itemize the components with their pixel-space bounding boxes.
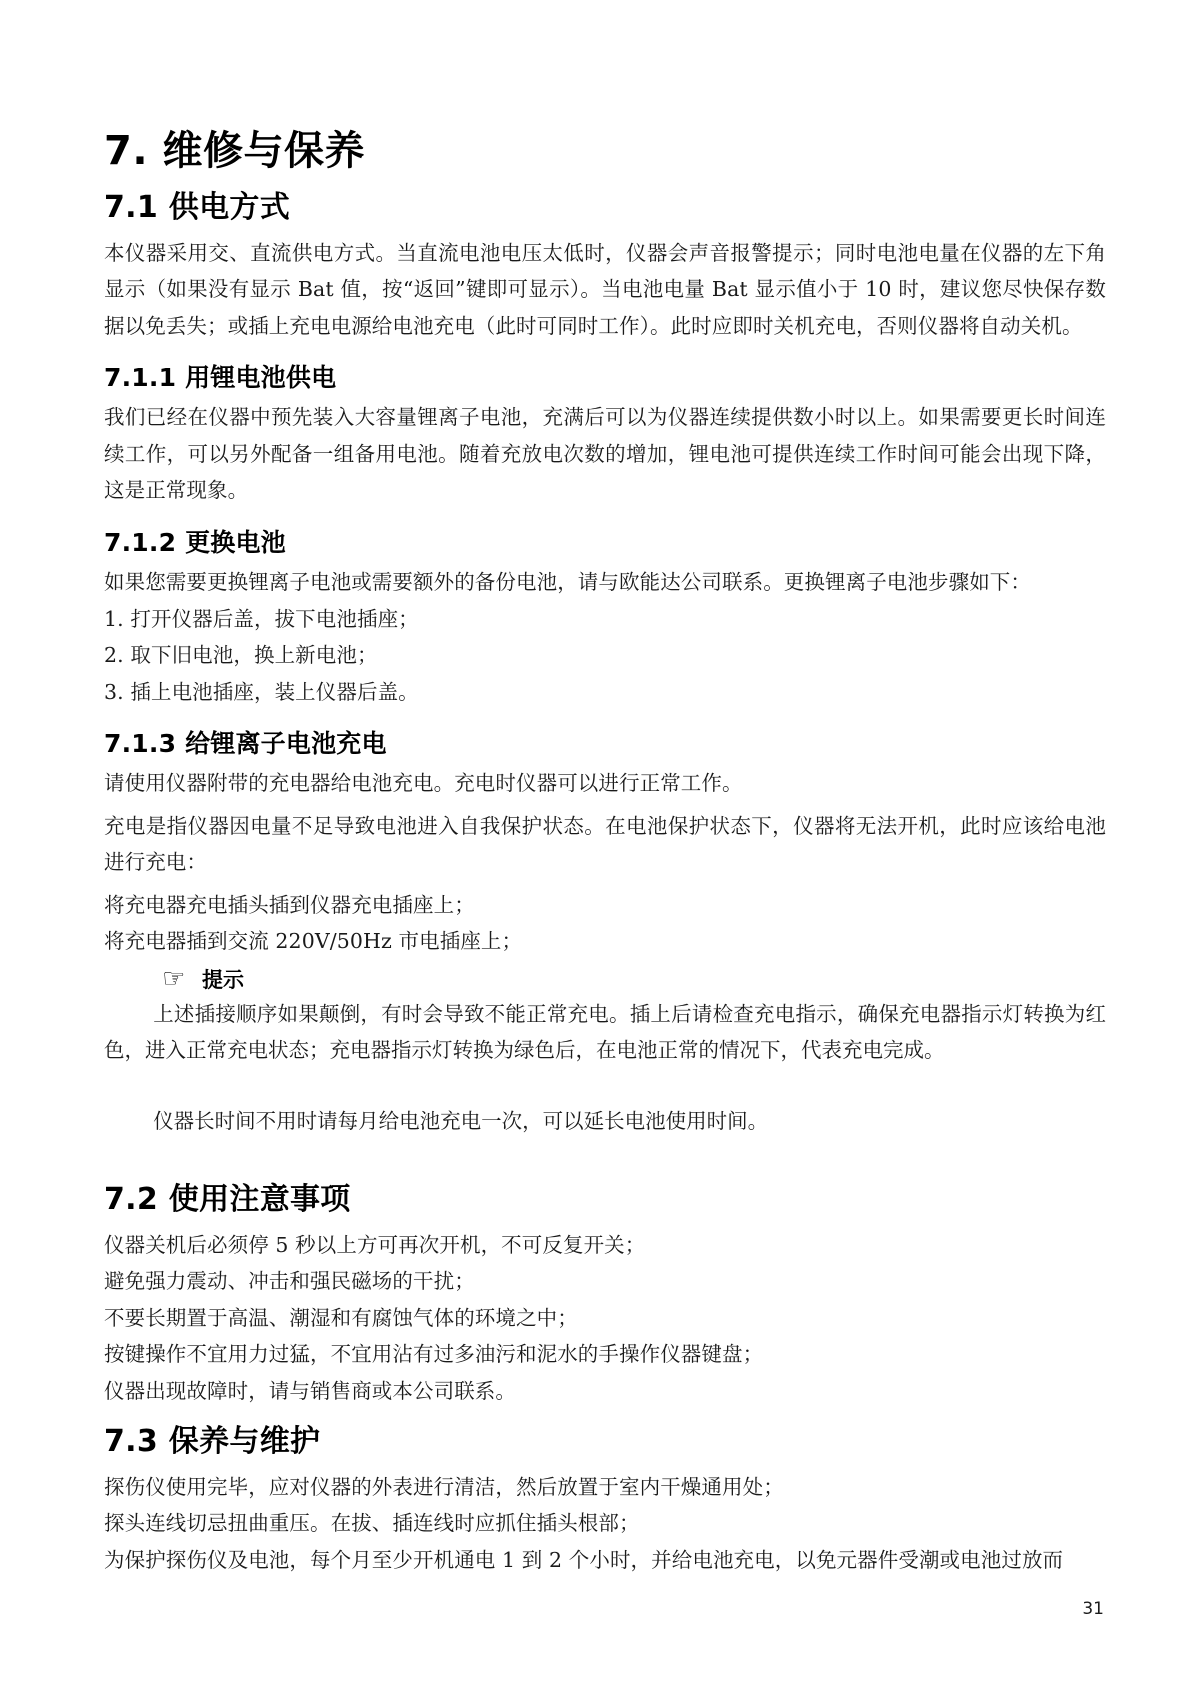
pointing-hand-icon: ☞ bbox=[162, 963, 186, 994]
list-item: 仪器出现故障时，请与销售商或本公司联系。 bbox=[104, 1378, 516, 1403]
paragraph-replace-battery-intro: 如果您需要更换锂离子电池或需要额外的备份电池，请与欧能达公司联系。更换锂离子电池步骤如下： bbox=[104, 570, 1031, 595]
charging-line: 将充电器充电插头插到仪器充电插座上； bbox=[104, 892, 475, 917]
list-item: 避免强力震动、冲击和强民磁场的干扰； bbox=[104, 1269, 475, 1294]
charging-line: 将充电器插到交流 220V/50Hz 市电插座上； bbox=[104, 929, 523, 954]
section-heading-precautions: 7.2 使用注意事项 bbox=[104, 1182, 351, 1218]
page-title: 7. 维修与保养 bbox=[104, 128, 365, 174]
maintenance-list bbox=[104, 1469, 1106, 1578]
page-number: 31 bbox=[1082, 1599, 1104, 1619]
precautions-list bbox=[104, 1227, 1106, 1409]
page-content bbox=[104, 128, 1106, 1578]
tip-label: 提示 bbox=[202, 967, 244, 992]
list-item: 3. 插上电池插座，装上仪器后盖。 bbox=[104, 679, 419, 704]
charging-line: 请使用仪器附带的充电器给电池充电。充电时仪器可以进行正常工作。 bbox=[104, 771, 743, 796]
subsection-heading-replace-battery: 7.1.2 更换电池 bbox=[104, 527, 286, 557]
tip-body: 上述插接顺序如果颠倒，有时会导致不能正常充电。插上后请检查充电指示，确保充电器指示灯转换为红色，进入正常充电状态；充电器指示灯转换为绿色后，在电池正常的情况下，代表充电完成。 bbox=[104, 1001, 1106, 1063]
charging-note: 仪器长时间不用时请每月给电池充电一次，可以延长电池使用时间。 bbox=[153, 1108, 769, 1133]
list-item: 不要长期置于高温、潮湿和有腐蚀气体的环境之中； bbox=[104, 1305, 578, 1330]
subsection-heading-charging: 7.1.3 给锂离子电池充电 bbox=[104, 729, 387, 759]
list-item: 为保护探伤仪及电池，每个月至少开机通电 1 到 2 个小时，并给电池充电，以免元器件受潮或电池过放而 bbox=[104, 1547, 1064, 1572]
paragraph-power-supply: 本仪器采用交、直流供电方式。当直流电池电压太低时，仪器会声音报警提示；同时电池电量在仪器的左下角显示（如果没有显示 Bat 值，按“返回”键即可显示）。当电池电量 Bat 显示值小于 10 时，建议您尽快保存数据以免丢失；或插上充电电源给电池充电（此时可同时工作）。此时应即时关机充电，否则仪器将自动关机。 bbox=[104, 240, 1106, 338]
subsection-heading-lithium-battery: 7.1.1 用锂电池供电 bbox=[104, 363, 337, 393]
list-item: 1. 打开仪器后盖，拔下电池插座； bbox=[104, 606, 419, 631]
list-item: 2. 取下旧电池，换上新电池； bbox=[104, 643, 378, 668]
list-item: 仪器关机后必须停 5 秒以上方可再次开机，不可反复开关； bbox=[104, 1232, 646, 1257]
list-item: 探伤仪使用完毕，应对仪器的外表进行清洁，然后放置于室内干燥通用处； bbox=[104, 1474, 784, 1499]
section-heading-power-supply: 7.1 供电方式 bbox=[104, 190, 290, 226]
section-heading-maintenance: 7.3 保养与维护 bbox=[104, 1424, 321, 1460]
list-item: 探头连线切忌扭曲重压。在拔、插连线时应抓住插头根部； bbox=[104, 1511, 640, 1536]
tip-header bbox=[104, 964, 1106, 994]
charging-line: 充电是指仪器因电量不足导致电池进入自我保护状态。在电池保护状态下，仪器将无法开机，此时应该给电池进行充电： bbox=[104, 813, 1106, 875]
paragraph-lithium-battery: 我们已经在仪器中预先装入大容量锂离子电池，充满后可以为仪器连续提供数小时以上。如果需要更长时间连续工作，可以另外配备一组备用电池。随着充放电次数的增加，锂电池可提供连续工作时间可能会出现下降，这是正常现象。 bbox=[104, 405, 1106, 503]
list-item: 按键操作不宜用力过猛，不宜用沾有过多油污和泥水的手操作仪器键盘； bbox=[104, 1342, 764, 1367]
charging-lines bbox=[104, 765, 1106, 959]
replace-battery-steps bbox=[104, 601, 1106, 710]
